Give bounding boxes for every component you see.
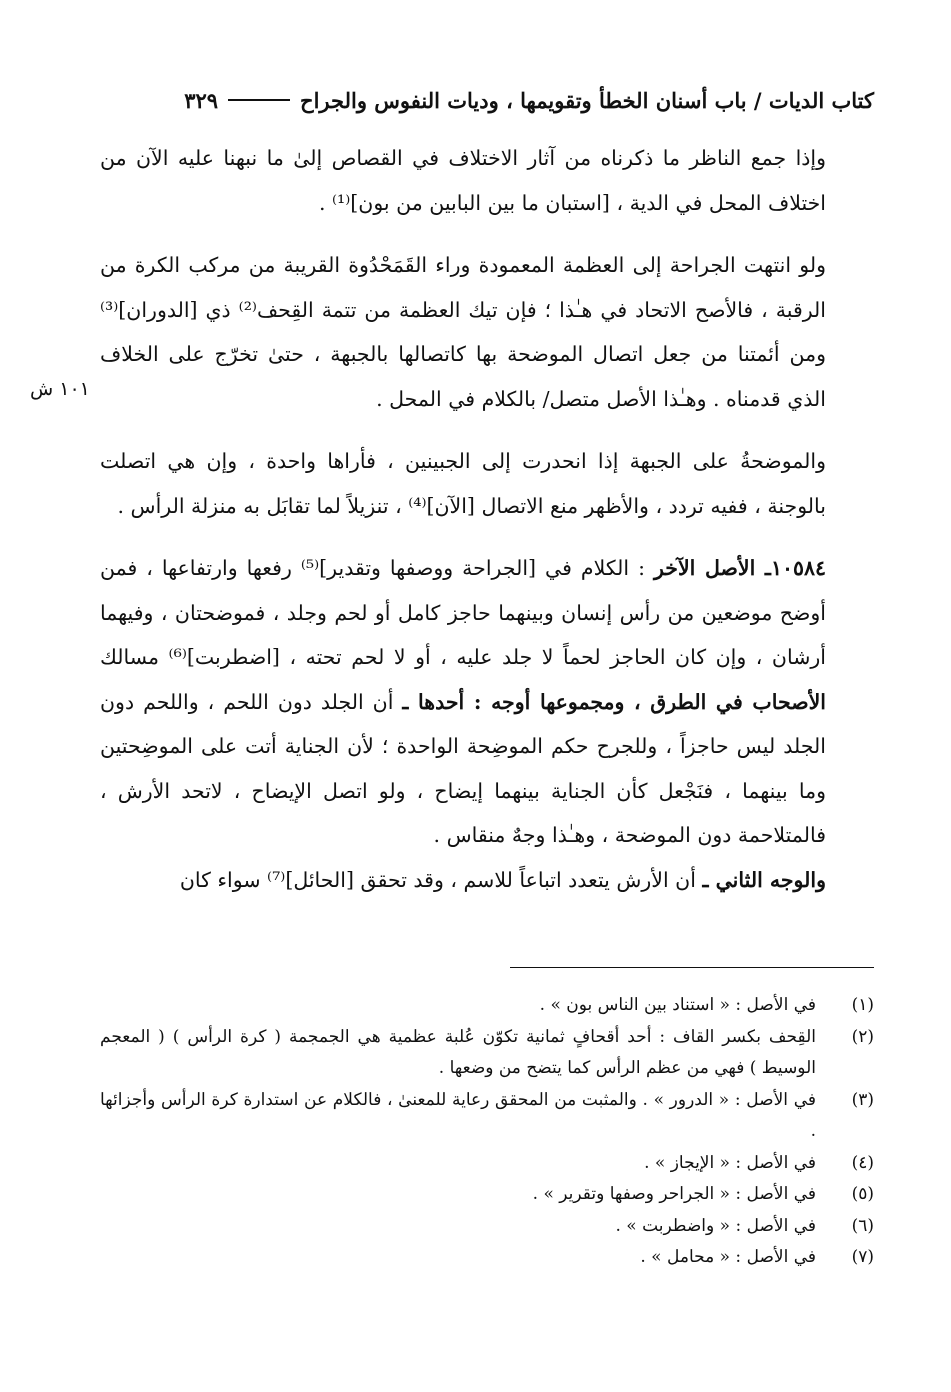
paragraph-bold-phrase: الأصحاب في الطرق ، ومجموعها أوجه : أحدها ـ — [402, 689, 826, 714]
footnote — [100, 1022, 874, 1085]
footnote-text: في الأصل : « الجراحر وصفها وتقرير » . — [532, 1184, 816, 1204]
footnote-number: (١) — [851, 995, 874, 1015]
paragraph-text: أن الأرش يتعدد اتباعاً للاسم ، وقد تحقق [الحائل]⁽⁷⁾ سواء كان — [179, 867, 703, 892]
footnote — [100, 1242, 874, 1274]
paragraph-text: أن الجلد دون اللحم ، واللحم دون الجلد ليس حاجزاً ، وللجرح حكم الموضِحة الواحدة ؛ لأن الجناية أتت على الموضِحتين وما بينهما ، فنَجْعل كأن الجناية بينهما إيضاح ، ولو اتصل الإيضاح ، لاتحد الأرش ، فالمتلاحمة دون الموضحة ، وهـٰذا وجهٌ منقاس . — [100, 689, 826, 847]
paragraph — [100, 546, 874, 858]
paragraph — [100, 136, 874, 225]
main-text — [100, 136, 874, 902]
header-title: كتاب الديات / باب أسنان الخطأ وتقويمها ، وديات النفوس والجراح — [300, 87, 874, 113]
paragraph-lead: والوجه الثاني ـ — [702, 867, 826, 892]
paragraph-text: والموضحةُ على الجبهة إذا انحدرت إلى الجبينين ، فأراها واحدة ، وإن هي اتصلت بالوجنة ، ففيه تردد ، والأظهر منع الاتصال [الآن]⁽⁴⁾ ، تنزيلاً لما تقابَل به منزلة الرأس . — [100, 449, 826, 518]
running-header — [108, 80, 874, 120]
header-rule — [228, 99, 290, 101]
paragraph-text: : الكلام في [الجراحة ووصفها وتقدير]⁽⁵⁾ رفعها وارتفاعها ، فمن أوضح موضعين من رأس إنسان وبينهما حاجز كامل أو لحم وجلد ، فموضحتان ، وفيهما أرشان ، وإن كان الحاجز لحماً لا جلد عليه ، أو لا لحم تحته ، [اضطربت]⁽⁶⁾ مسالك — [100, 556, 827, 669]
footnote-text: القِحف بكسر القاف : أحد أقحافٍ ثمانية تكوّن عُلبة عظمية هي الجمجمة ( كرة الرأس ) ( المعجم الوسيط ) فهي من عظم الرأس كما يتضح من وضعها . — [100, 1026, 816, 1078]
footnote — [100, 1148, 874, 1180]
paragraph — [100, 439, 874, 528]
footnote-number: (٣) — [851, 1089, 874, 1110]
footnote-number: (٧) — [851, 1247, 874, 1267]
footnote-text: في الأصل : « الإيجاز » . — [644, 1152, 816, 1173]
margin-note: ١٠١ ش — [30, 378, 90, 400]
footnote — [100, 1211, 874, 1243]
page-number: ٣٢٩ — [184, 87, 219, 113]
footnote-number: (٢) — [851, 1026, 874, 1047]
footnote-number: (٥) — [851, 1184, 874, 1204]
paragraph — [100, 243, 874, 421]
section-number-heading: ١٠٥٨٤ـ الأصل الآخر — [654, 556, 826, 580]
footnote-separator — [510, 967, 874, 968]
paragraph — [100, 858, 874, 903]
footnote-number: (٦) — [851, 1215, 874, 1236]
paragraph-text: ولو انتهت الجراحة إلى العظمة المعمودة وراء القَمَحْدُوة القريبة من مركب الكرة من الرقبة ، فالأصح الاتحاد في هـٰذا ؛ فإن تيك العظمة من تتمة القِحف⁽²⁾ ذي [الدوران]⁽³⁾ ومن أئمتنا من جعل اتصال الموضحة بها كاتصالها بالجبهة ، حتىٰ تخرّج على الخلاف الذي قدمناه . وهـٰذا الأصل متصل/ بالكلام في المحل . — [100, 253, 826, 411]
footnote-text: في الأصل : « الدرور » . والمثبت من المحقق رعاية للمعنىٰ ، فالكلام عن استدارة كرة الرأس وأجزائها . — [100, 1089, 816, 1141]
footnote — [100, 1085, 874, 1148]
footnote — [100, 1179, 874, 1211]
paragraph-text: وإذا جمع الناظر ما ذكرناه من آثار الاختلاف في القصاص إلىٰ ما نبهنا عليه الآن من اختلاف المحل في الدية ، [استبان ما بين البابين من بون]⁽¹⁾ . — [100, 146, 826, 215]
footnote-text: في الأصل : « استناد بين الناس بون » . — [539, 995, 816, 1015]
footnote-number: (٤) — [851, 1152, 874, 1173]
footnote — [100, 990, 874, 1022]
footnote-text: في الأصل : « محامل » . — [640, 1247, 816, 1267]
footnote-text: في الأصل : « واضطربت » . — [615, 1215, 816, 1236]
footnotes — [100, 990, 874, 1274]
